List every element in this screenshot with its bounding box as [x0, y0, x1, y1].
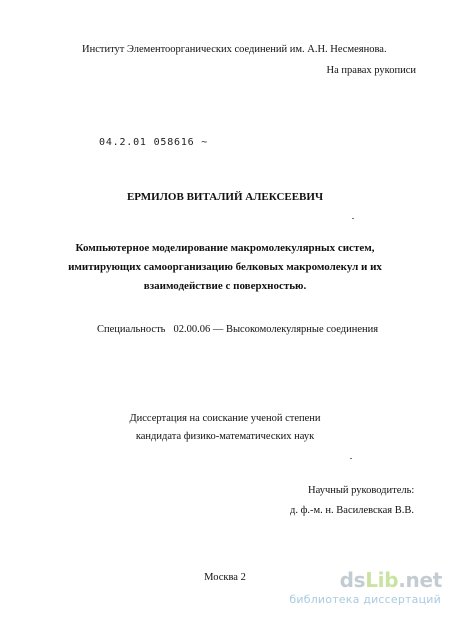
city-year: Москва 2 — [204, 572, 246, 583]
dslib-watermark-logo: dsLib.net — [339, 568, 442, 592]
title-line-1: Компьютерное моделирование макромолекулярных систем, — [75, 242, 375, 254]
dslib-watermark-subtitle: библиотека диссертаций — [289, 593, 441, 606]
supervisor-label: Научный руководитель: — [308, 485, 415, 496]
supervisor-name: д. ф.-м. н. Василевская В.В. — [290, 505, 414, 516]
title-line-3: взаимодействие с поверхностью. — [143, 280, 307, 292]
degree-line-2: кандидата физико-математических наук — [135, 431, 315, 442]
title-line-2: имитирующих самоорганизацию белковых макромолекул и их — [68, 261, 382, 273]
specialty-code: 02.00.06 — Высокомолекулярные соединения — [173, 324, 379, 335]
specialty-label: Специальность — [97, 324, 166, 335]
specialty — [97, 324, 378, 335]
scan-speck — [352, 218, 354, 219]
manuscript-rights-note: На правах рукописи — [326, 65, 416, 76]
author-name: ЕРМИЛОВ ВИТАЛИЙ АЛЕКСЕЕВИЧ — [126, 191, 324, 203]
degree-statement — [0, 410, 450, 446]
degree-line-1: Диссертация на соискание ученой степени — [129, 413, 321, 424]
institute-name: Институт Элементоорганических соединений им. А.Н. Несмеянова. — [82, 44, 387, 55]
dissertation-title — [0, 239, 450, 296]
registration-number: 04.2.01 058616 ~ — [99, 137, 209, 148]
scan-speck — [350, 458, 352, 459]
